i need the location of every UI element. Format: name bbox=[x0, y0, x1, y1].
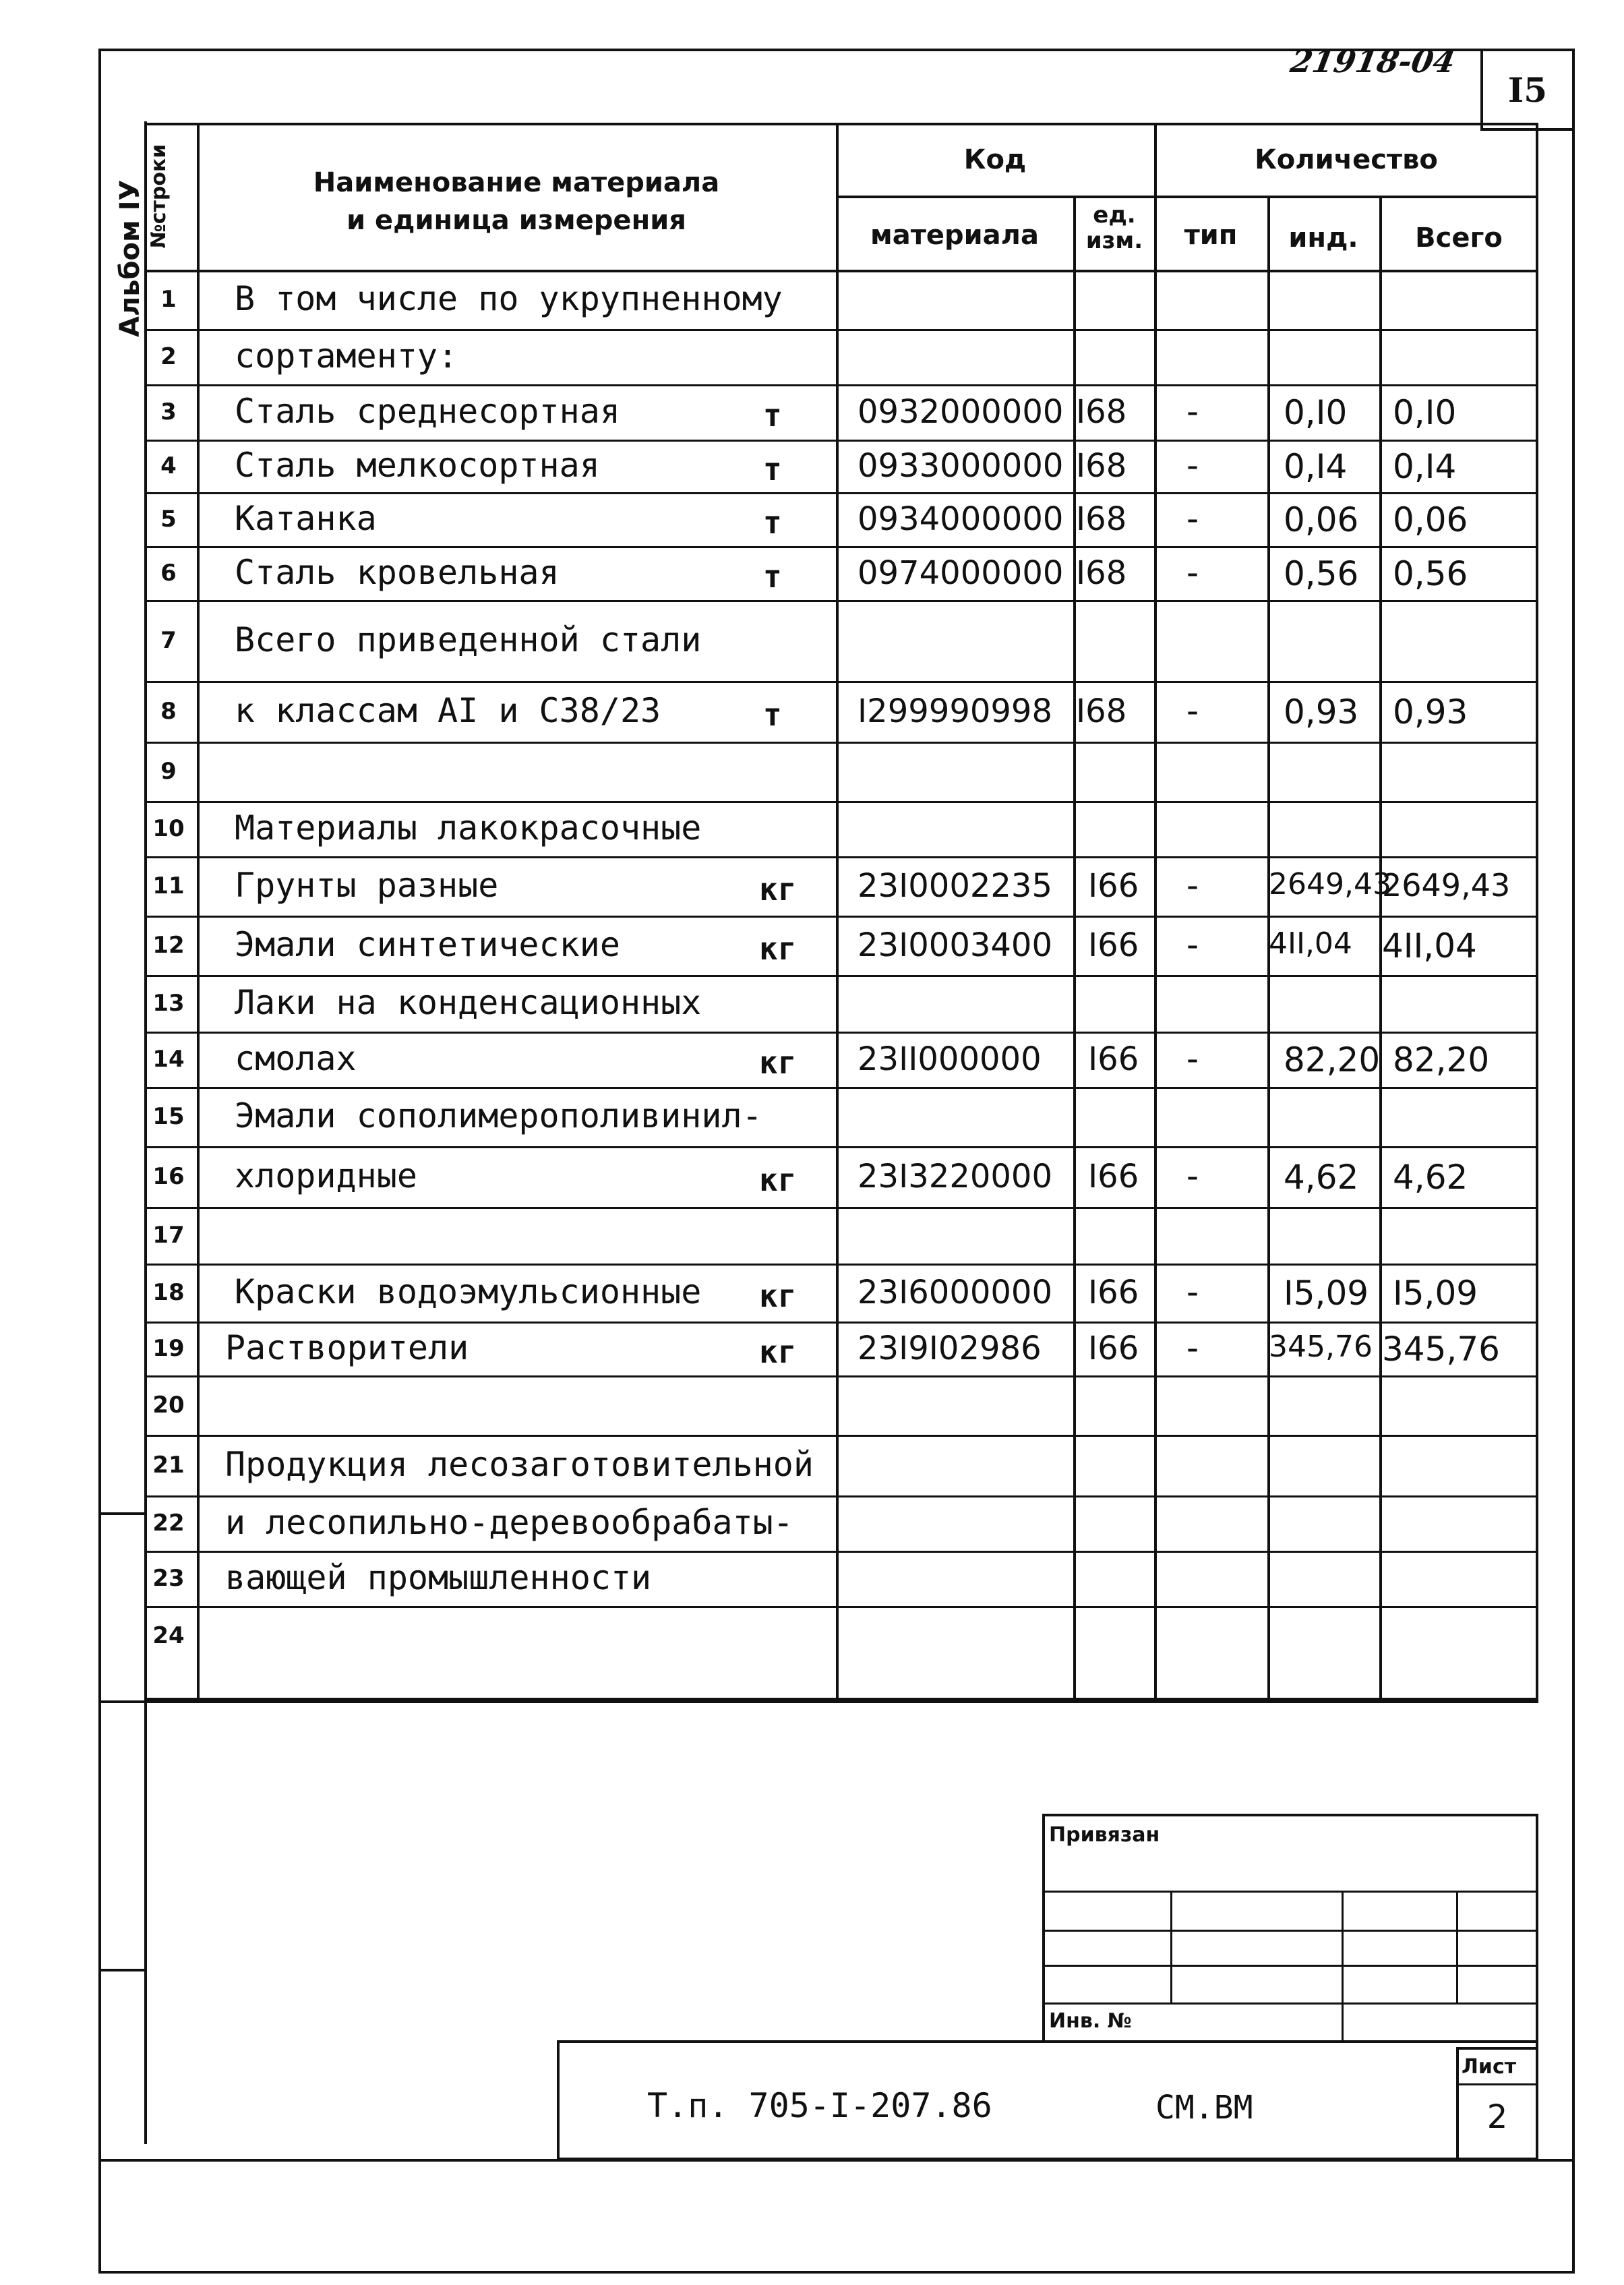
header-code-unit: ед. изм. bbox=[1085, 202, 1143, 254]
header-split bbox=[836, 196, 1538, 198]
material-name: Растворители bbox=[225, 1328, 469, 1367]
row-number: 13 bbox=[152, 990, 185, 1017]
unit-of-measure: т bbox=[763, 397, 782, 434]
table-row bbox=[144, 1606, 1538, 1665]
header-qty-total: Всего bbox=[1415, 222, 1503, 254]
unit-of-measure: т bbox=[763, 504, 782, 541]
table-row bbox=[144, 600, 1538, 681]
material-name: Материалы лакокрасочные bbox=[235, 808, 702, 848]
attach-col bbox=[1342, 1891, 1344, 2043]
material-name: Эмали сополимерополивинил- bbox=[235, 1096, 762, 1135]
table-row bbox=[144, 546, 1538, 600]
table-row bbox=[144, 1087, 1538, 1146]
row-number: 18 bbox=[152, 1279, 185, 1306]
material-name: Лаки на конденсационных bbox=[235, 983, 702, 1022]
row-number: 14 bbox=[152, 1046, 185, 1073]
table-row bbox=[144, 1322, 1538, 1375]
row-number: 2 bbox=[160, 343, 177, 370]
qty-individual: 0,06 bbox=[1284, 500, 1359, 539]
row-number: 21 bbox=[152, 1452, 185, 1479]
attach-line bbox=[1042, 1930, 1538, 1932]
row-number: 10 bbox=[152, 815, 185, 842]
header-qty-type: тип bbox=[1184, 220, 1238, 251]
qty-type: - bbox=[1186, 1272, 1199, 1311]
material-name: Катанка bbox=[235, 499, 377, 538]
table-row bbox=[144, 1375, 1538, 1435]
material-code: 23I0002235 bbox=[858, 867, 1053, 905]
qty-type: - bbox=[1186, 392, 1199, 431]
header-quantity: Количество bbox=[1255, 144, 1438, 175]
qty-total: 4II,04 bbox=[1382, 926, 1477, 966]
unit-code: I66 bbox=[1088, 1330, 1139, 1367]
row-number: 24 bbox=[152, 1622, 185, 1649]
qty-type: - bbox=[1186, 446, 1199, 485]
mark: СМ.ВМ bbox=[1155, 2089, 1253, 2127]
designation: Т.п. 705-I-207.86 bbox=[647, 2086, 992, 2125]
unit-of-measure: кг bbox=[759, 1044, 797, 1081]
unit-code: I66 bbox=[1088, 867, 1139, 905]
material-name: Всего приведенной стали bbox=[235, 620, 702, 659]
table-row bbox=[144, 384, 1538, 440]
unit-code: I66 bbox=[1088, 1158, 1139, 1195]
qty-type: - bbox=[1186, 1039, 1199, 1078]
qty-individual: 0,56 bbox=[1284, 554, 1359, 593]
row-number: 16 bbox=[152, 1163, 185, 1190]
table-row bbox=[144, 1495, 1538, 1551]
unit-code: I68 bbox=[1076, 500, 1127, 538]
attach-line bbox=[1042, 2002, 1538, 2005]
material-name: В том числе по укрупненному bbox=[235, 279, 783, 318]
material-code: 0932000000 bbox=[858, 393, 1064, 431]
row-number: 3 bbox=[160, 398, 177, 425]
material-name: Грунты разные bbox=[235, 866, 499, 905]
row-number: 1 bbox=[160, 286, 177, 313]
unit-of-measure: кг bbox=[759, 1162, 797, 1198]
unit-of-measure: т bbox=[763, 558, 782, 595]
row-number: 11 bbox=[152, 872, 185, 899]
row-number: 12 bbox=[152, 932, 185, 959]
qty-individual: 345,76 bbox=[1269, 1330, 1373, 1364]
material-name: смолах bbox=[235, 1039, 357, 1078]
unit-of-measure: кг bbox=[759, 1334, 797, 1370]
binding-mark bbox=[98, 1969, 146, 1971]
binding-mark bbox=[98, 1512, 146, 1515]
unit-of-measure: кг bbox=[759, 871, 797, 908]
material-name: Краски водоэмульсионные bbox=[235, 1272, 702, 1311]
header-name-line1: Наименование материала bbox=[313, 167, 720, 198]
material-code: 23II000000 bbox=[858, 1040, 1042, 1078]
material-name: Сталь мелкосортная bbox=[235, 446, 600, 485]
table-row bbox=[144, 1264, 1538, 1322]
material-name: Эмали синтетические bbox=[235, 925, 620, 964]
sheet-split bbox=[1456, 2083, 1538, 2085]
qty-type: - bbox=[1186, 1156, 1199, 1195]
material-code: I299990998 bbox=[858, 692, 1053, 730]
unit-code: I66 bbox=[1088, 1274, 1139, 1311]
table-row bbox=[144, 856, 1538, 916]
row-number: 5 bbox=[160, 506, 177, 533]
qty-total: 2649,43 bbox=[1382, 867, 1511, 903]
row-number: 15 bbox=[152, 1103, 185, 1130]
material-name: сортаменту: bbox=[235, 336, 458, 376]
qty-type: - bbox=[1186, 553, 1199, 592]
table-row bbox=[144, 1207, 1538, 1264]
qty-total: 82,20 bbox=[1393, 1040, 1490, 1079]
header-row-number: №строки bbox=[147, 144, 171, 249]
row-number: 4 bbox=[160, 452, 177, 479]
table-row bbox=[144, 1032, 1538, 1087]
qty-individual: 0,93 bbox=[1284, 692, 1359, 732]
attach-line bbox=[1042, 1965, 1538, 1967]
material-code: 0933000000 bbox=[858, 447, 1064, 485]
material-name: хлоридные bbox=[235, 1156, 417, 1195]
album-label: Альбом IУ bbox=[115, 179, 146, 337]
qty-individual: 82,20 bbox=[1284, 1040, 1381, 1079]
table-row bbox=[144, 1551, 1538, 1606]
qty-total: 0,I4 bbox=[1393, 447, 1457, 486]
table-row bbox=[144, 681, 1538, 742]
attach-col bbox=[1456, 1891, 1458, 2002]
unit-of-measure: кг bbox=[759, 930, 797, 967]
row-number: 23 bbox=[152, 1565, 185, 1592]
qty-type: - bbox=[1186, 925, 1199, 964]
unit-of-measure: т bbox=[763, 696, 782, 733]
row-number: 6 bbox=[160, 560, 177, 587]
material-code: 23I9I02986 bbox=[858, 1330, 1042, 1367]
header-code-material: материала bbox=[870, 220, 1039, 251]
qty-type: - bbox=[1186, 866, 1199, 905]
qty-type: - bbox=[1186, 499, 1199, 538]
sheet-number: 2 bbox=[1486, 2098, 1508, 2136]
row-number: 22 bbox=[152, 1510, 185, 1537]
material-name: Сталь среднесортная bbox=[235, 392, 620, 431]
table-row bbox=[144, 1146, 1538, 1207]
qty-type: - bbox=[1186, 1328, 1199, 1367]
qty-type: - bbox=[1186, 691, 1199, 730]
unit-code: I68 bbox=[1076, 447, 1127, 485]
row-number: 8 bbox=[160, 698, 177, 725]
row-number: 17 bbox=[152, 1222, 185, 1249]
unit-code: I68 bbox=[1076, 554, 1127, 592]
attach-col bbox=[1170, 1891, 1172, 2002]
qty-total: 345,76 bbox=[1382, 1330, 1500, 1369]
unit-code: I68 bbox=[1076, 393, 1127, 431]
page-number: I5 bbox=[1507, 70, 1548, 110]
material-code: 0974000000 bbox=[858, 554, 1064, 592]
material-code: 0934000000 bbox=[858, 500, 1064, 538]
stamp-top-line bbox=[98, 1700, 1538, 1703]
qty-individual: 4II,04 bbox=[1269, 926, 1352, 961]
material-name: вающей промышленности bbox=[225, 1558, 652, 1597]
row-number: 7 bbox=[160, 627, 177, 654]
header-name-line2: и единица измерения bbox=[347, 205, 686, 236]
unit-of-measure: кг bbox=[759, 1278, 797, 1314]
unit-code: I68 bbox=[1076, 692, 1127, 730]
header-qty-ind: инд. bbox=[1288, 222, 1358, 254]
qty-individual: 0,I4 bbox=[1284, 447, 1348, 486]
qty-total: 0,56 bbox=[1393, 554, 1468, 593]
table-row bbox=[144, 801, 1538, 856]
bottom-band-line bbox=[98, 2159, 1575, 2162]
row-number: 9 bbox=[160, 758, 177, 785]
inv-label: Инв. № bbox=[1049, 2009, 1132, 2033]
material-name: и лесопильно-деревообрабаты- bbox=[225, 1503, 793, 1542]
material-code: 23I3220000 bbox=[858, 1158, 1053, 1195]
table-row bbox=[144, 742, 1538, 801]
qty-total: 0,93 bbox=[1393, 692, 1468, 732]
table-row bbox=[144, 492, 1538, 546]
table-row bbox=[144, 270, 1538, 329]
table-row bbox=[144, 975, 1538, 1032]
material-name: Сталь кровельная bbox=[235, 553, 560, 592]
table-row bbox=[144, 329, 1538, 384]
qty-individual: 2649,43 bbox=[1269, 867, 1391, 901]
qty-individual: 0,I0 bbox=[1284, 393, 1348, 432]
table-row bbox=[144, 440, 1538, 492]
header-code: Код bbox=[963, 144, 1027, 175]
qty-total: I5,09 bbox=[1393, 1274, 1478, 1313]
doc-number: 21918-04 bbox=[1288, 43, 1458, 80]
qty-total: 0,06 bbox=[1393, 500, 1468, 539]
row-number: 20 bbox=[152, 1392, 185, 1419]
sheet-label: Лист bbox=[1462, 2055, 1517, 2079]
unit-code: I66 bbox=[1088, 1040, 1139, 1078]
qty-total: 4,62 bbox=[1393, 1158, 1468, 1197]
material-code: 23I6000000 bbox=[858, 1274, 1053, 1311]
attach-line bbox=[1042, 1891, 1538, 1893]
unit-of-measure: т bbox=[763, 451, 782, 487]
table-row bbox=[144, 1435, 1538, 1495]
row-number: 19 bbox=[152, 1335, 185, 1362]
material-code: 23I0003400 bbox=[858, 926, 1053, 964]
material-name: Продукция лесозаготовительной bbox=[225, 1445, 814, 1484]
material-name: к классам АI и С38/23 bbox=[235, 691, 661, 730]
table-row bbox=[144, 916, 1538, 975]
attached-label: Привязан bbox=[1049, 1823, 1160, 1847]
qty-individual: 4,62 bbox=[1284, 1158, 1359, 1197]
attach-block bbox=[1042, 1814, 1538, 2043]
unit-code: I66 bbox=[1088, 926, 1139, 964]
qty-total: 0,I0 bbox=[1393, 393, 1457, 432]
qty-individual: I5,09 bbox=[1284, 1274, 1369, 1313]
